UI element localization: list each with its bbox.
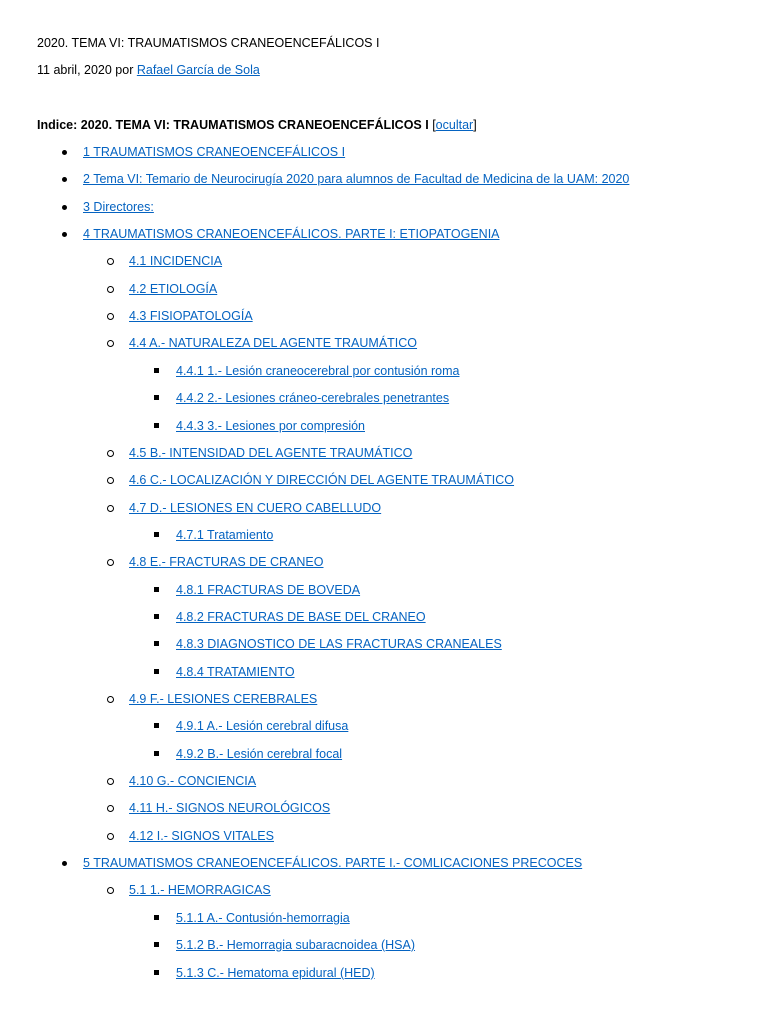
toc-link[interactable]: 4.8.1 FRACTURAS DE BOVEDA <box>176 583 361 597</box>
toc-link[interactable]: 4.8.4 TRATAMIENTO <box>176 665 295 679</box>
toc-link[interactable]: 1 TRAUMATISMOS CRANEOENCEFÁLICOS I <box>83 145 346 159</box>
hollow-circle-bullet-icon <box>107 477 114 484</box>
hollow-circle-bullet-icon <box>107 258 114 265</box>
toc-link[interactable]: 4.8.3 DIAGNOSTICO DE LAS FRACTURAS CRANEALES <box>176 637 502 651</box>
toc-hide-link[interactable]: ocultar <box>435 118 474 132</box>
toc-item <box>129 773 256 789</box>
toc-item <box>176 363 460 379</box>
toc-item <box>176 390 449 406</box>
toc-link[interactable]: 4.4.2 2.- Lesiones cráneo-cerebrales penetrantes <box>176 391 450 405</box>
toc-item <box>129 500 381 516</box>
square-bullet-icon <box>154 614 159 619</box>
filled-circle-bullet-icon <box>62 861 67 866</box>
toc-item <box>176 664 295 680</box>
filled-circle-bullet-icon <box>62 205 67 210</box>
toc-link[interactable]: 4.2 ETIOLOGÍA <box>129 282 218 296</box>
toc-link[interactable]: 5 TRAUMATISMOS CRANEOENCEFÁLICOS. PARTE I.- COMLICACIONES PRECOCES <box>83 856 583 870</box>
toc-heading-label: Indice: 2020. TEMA VI: TRAUMATISMOS CRANEOENCEFÁLICOS I <box>37 118 433 132</box>
toc-item <box>129 691 317 707</box>
toc-item <box>176 937 415 953</box>
hollow-circle-bullet-icon <box>107 450 114 457</box>
toc-item <box>129 335 417 351</box>
toc-item <box>83 171 629 187</box>
square-bullet-icon <box>154 395 159 400</box>
toc-link[interactable]: 4.7.1 Tratamiento <box>176 528 274 542</box>
filled-circle-bullet-icon <box>62 232 67 237</box>
hollow-circle-bullet-icon <box>107 313 114 320</box>
toc-link[interactable]: 4.8.2 FRACTURAS DE BASE DEL CRANEO <box>176 610 426 624</box>
toc-link[interactable]: 4.1 INCIDENCIA <box>129 254 223 268</box>
toc-link[interactable]: 4.6 C.- LOCALIZACIÓN Y DIRECCIÓN DEL AGENTE TRAUMÁTICO <box>129 473 515 487</box>
toc-bracket-open: [ <box>432 118 436 132</box>
toc-link[interactable]: 5.1 1.- HEMORRAGICAS <box>129 883 271 897</box>
toc-item <box>176 418 365 434</box>
toc-item <box>83 144 345 160</box>
toc-link[interactable]: 5.1.3 C.- Hematoma epidural (HED) <box>176 966 375 980</box>
square-bullet-icon <box>154 368 159 373</box>
square-bullet-icon <box>154 915 159 920</box>
hollow-circle-bullet-icon <box>107 696 114 703</box>
toc-link[interactable]: 4.11 H.- SIGNOS NEUROLÓGICOS <box>129 801 331 815</box>
toc-item <box>176 910 350 926</box>
toc-link[interactable]: 5.1.2 B.- Hemorragia subaracnoidea (HSA) <box>176 938 416 952</box>
author-link[interactable]: Rafael García de Sola <box>136 63 260 77</box>
square-bullet-icon <box>154 641 159 646</box>
toc-bracket-close: ] <box>473 118 477 132</box>
filled-circle-bullet-icon <box>62 150 67 155</box>
toc-item <box>129 800 330 816</box>
square-bullet-icon <box>154 942 159 947</box>
post-meta <box>37 62 260 78</box>
square-bullet-icon <box>154 587 159 592</box>
page-title: 2020. TEMA VI: TRAUMATISMOS CRANEOENCEFÁLICOS I <box>37 36 380 50</box>
hollow-circle-bullet-icon <box>107 805 114 812</box>
hollow-circle-bullet-icon <box>107 559 114 566</box>
toc-item <box>176 582 360 598</box>
toc-item <box>129 882 271 898</box>
toc-link[interactable]: 4.9 F.- LESIONES CEREBRALES <box>129 692 318 706</box>
toc-item <box>129 253 222 269</box>
toc-link[interactable]: 4.4.3 3.- Lesiones por compresión <box>176 419 365 433</box>
toc-link[interactable]: 4.9.1 A.- Lesión cerebral difusa <box>176 719 349 733</box>
toc-link[interactable]: 4.3 FISIOPATOLOGÍA <box>129 309 253 323</box>
toc-link[interactable]: 3 Directores: <box>83 200 154 214</box>
toc-link[interactable]: 4.5 B.- INTENSIDAD DEL AGENTE TRAUMÁTICO <box>129 446 413 460</box>
square-bullet-icon <box>154 723 159 728</box>
square-bullet-icon <box>154 423 159 428</box>
hollow-circle-bullet-icon <box>107 340 114 347</box>
toc-item <box>176 609 426 625</box>
toc-link[interactable]: 4.9.2 B.- Lesión cerebral focal <box>176 747 343 761</box>
toc-item <box>176 718 348 734</box>
toc-item <box>176 527 273 543</box>
toc-heading <box>37 117 477 133</box>
hollow-circle-bullet-icon <box>107 505 114 512</box>
post-date: 11 abril, 2020 por <box>37 63 137 77</box>
hollow-circle-bullet-icon <box>107 778 114 785</box>
toc-link[interactable]: 4.8 E.- FRACTURAS DE CRANEO <box>129 555 324 569</box>
toc-item <box>129 828 274 844</box>
toc-item <box>129 554 323 570</box>
toc-item <box>83 226 500 242</box>
filled-circle-bullet-icon <box>62 177 67 182</box>
hollow-circle-bullet-icon <box>107 286 114 293</box>
toc-item <box>129 281 217 297</box>
square-bullet-icon <box>154 970 159 975</box>
square-bullet-icon <box>154 669 159 674</box>
toc-item <box>176 965 375 981</box>
hollow-circle-bullet-icon <box>107 833 114 840</box>
toc-link[interactable]: 4.12 I.- SIGNOS VITALES <box>129 829 274 843</box>
toc-link[interactable]: 4.7 D.- LESIONES EN CUERO CABELLUDO <box>129 501 382 515</box>
toc-link[interactable]: 4.4 A.- NATURALEZA DEL AGENTE TRAUMÁTICO <box>129 336 418 350</box>
toc-item <box>129 308 253 324</box>
toc-link[interactable]: 4.4.1 1.- Lesión craneocerebral por contusión roma <box>176 364 460 378</box>
toc-item <box>83 199 154 215</box>
toc-link[interactable]: 2 Tema VI: Temario de Neurocirugía 2020 para alumnos de Facultad de Medicina de la UAM: 2020 <box>83 172 630 186</box>
toc-link[interactable]: 4.10 G.- CONCIENCIA <box>129 774 257 788</box>
toc-item <box>129 445 412 461</box>
square-bullet-icon <box>154 532 159 537</box>
toc-item <box>176 636 502 652</box>
toc-item <box>176 746 342 762</box>
toc-link[interactable]: 5.1.1 A.- Contusión-hemorragia <box>176 911 350 925</box>
toc-item <box>129 472 514 488</box>
square-bullet-icon <box>154 751 159 756</box>
hollow-circle-bullet-icon <box>107 887 114 894</box>
toc-item <box>83 855 582 871</box>
toc-link[interactable]: 4 TRAUMATISMOS CRANEOENCEFÁLICOS. PARTE I: ETIOPATOGENIA <box>83 227 500 241</box>
